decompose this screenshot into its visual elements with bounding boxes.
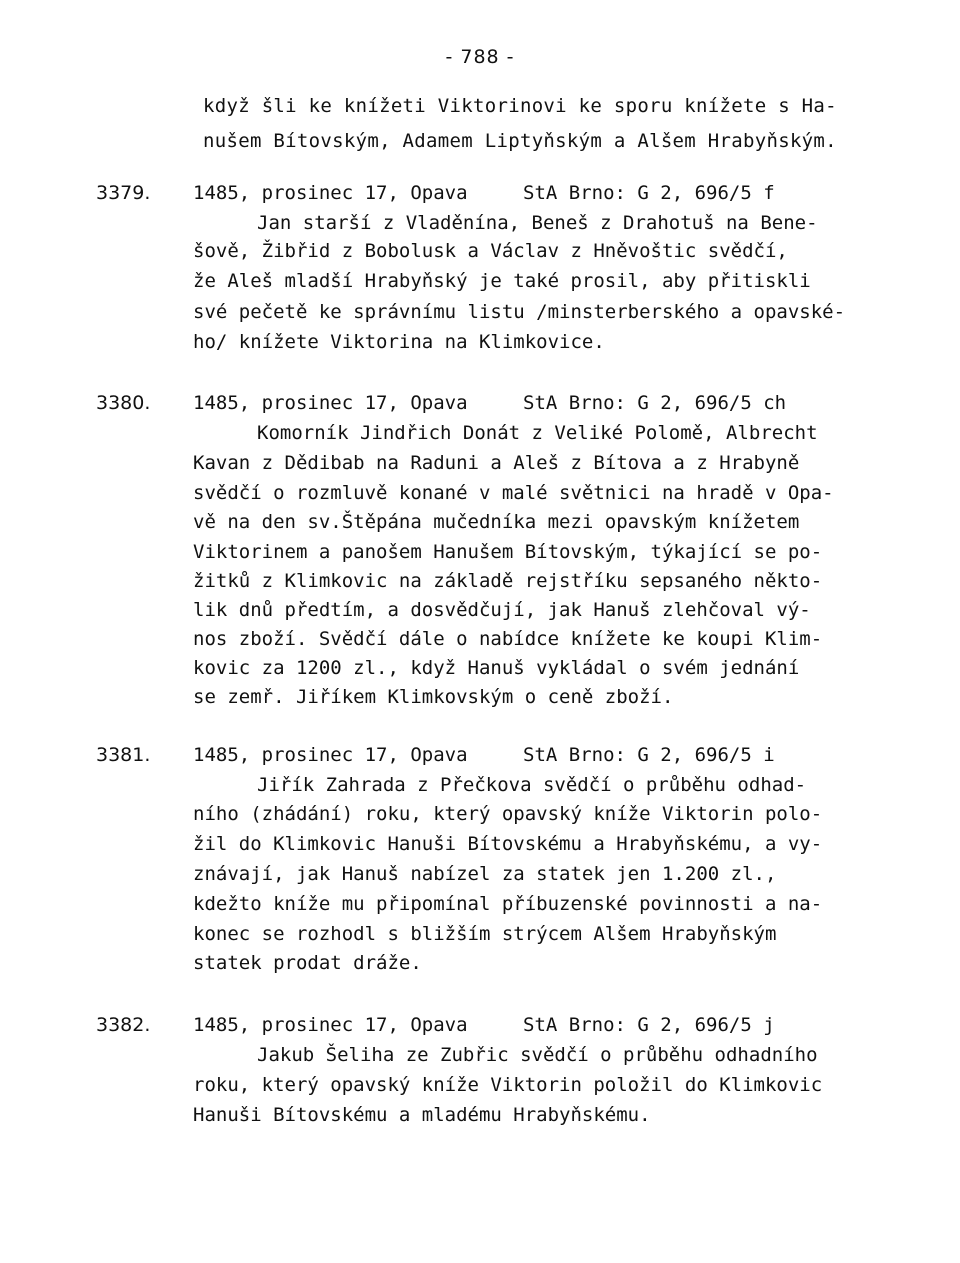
entry-number: 3382. bbox=[96, 1014, 151, 1036]
entry-line: Kavan z Dědibab na Raduni a Aleš z Bítova a z Hrabyně bbox=[193, 452, 800, 474]
entry-line: že Aleš mladší Hrabyňský je také prosil, aby přitiskli bbox=[193, 270, 811, 292]
entry-line: vě na den sv.Štěpána mučedníka mezi opavským knížetem bbox=[193, 511, 800, 533]
entry-line: žitků z Klimkovic na základě rejstříku sepsaného někto- bbox=[193, 570, 823, 592]
entry-header bbox=[193, 390, 786, 416]
entry-line: lik dnů předtím, a dosvědčují, jak Hanuš zlehčoval vý- bbox=[193, 599, 811, 621]
entry-line: kovic za 1200 zl., když Hanuš vykládal o svém jednání bbox=[193, 657, 800, 679]
entry-line: ního (zhádání) roku, který opavský kníže Viktorin polo- bbox=[193, 803, 823, 825]
entry-source: StA Brno: G 2, 696/5 f bbox=[523, 182, 775, 204]
intro-line: když šli ke knížeti Viktorinovi ke sporu knížete s Ha- bbox=[203, 95, 837, 117]
entry-number: 3380. bbox=[96, 392, 151, 414]
entry-header bbox=[193, 180, 775, 206]
entry-line: kdežto kníže mu připomínal příbuzenské povinnosti a na- bbox=[193, 893, 823, 915]
entry-number: 3381. bbox=[96, 744, 151, 766]
entry-date: 1485, prosinec 17, Opava bbox=[193, 392, 468, 414]
entry-header bbox=[193, 742, 775, 768]
entry-line: konec se rozhodl s bližším strýcem Alšem Hrabyňským bbox=[193, 923, 777, 945]
entry-line: roku, který opavský kníže Viktorin položil do Klimkovic bbox=[193, 1074, 823, 1096]
entry-line: Viktorinem a panošem Hanušem Bítovským, týkající se po- bbox=[193, 541, 823, 563]
entry-line: svědčí o rozmluvě konané v malé světnici na hradě v Opa- bbox=[193, 482, 834, 504]
intro-line: nušem Bítovským, Adamem Liptyňským a Alšem Hrabyňským. bbox=[203, 130, 837, 152]
entry-source: StA Brno: G 2, 696/5 i bbox=[523, 744, 775, 766]
entry-number: 3379. bbox=[96, 182, 151, 204]
entry-line: Komorník Jindřich Donát z Veliké Polomě, Albrecht bbox=[257, 422, 818, 444]
entry-source: StA Brno: G 2, 696/5 ch bbox=[523, 392, 787, 414]
page-number: - 788 - bbox=[445, 46, 515, 68]
entry-line: znávají, jak Hanuš nabízel za statek jen 1.200 zl., bbox=[193, 863, 777, 885]
entry-line: Jakub Šeliha ze Zubřic svědčí o průběhu odhadního bbox=[257, 1044, 818, 1066]
entry-line: nos zboží. Svědčí dále o nabídce knížete ke koupi Klim- bbox=[193, 628, 823, 650]
entry-date: 1485, prosinec 17, Opava bbox=[193, 1014, 468, 1036]
entry-source: StA Brno: G 2, 696/5 j bbox=[523, 1014, 775, 1036]
entry-line: statek prodat dráže. bbox=[193, 952, 422, 974]
entry-date: 1485, prosinec 17, Opava bbox=[193, 744, 468, 766]
entry-line: ho/ knížete Viktorina na Klimkovice. bbox=[193, 331, 605, 353]
entry-line: Jiřík Zahrada z Přečkova svědčí o průběhu odhad- bbox=[257, 774, 807, 796]
entry-line: se zemř. Jiříkem Klimkovským o ceně zboží. bbox=[193, 686, 674, 708]
entry-line: Hanuši Bítovskému a mladému Hrabyňskému. bbox=[193, 1104, 651, 1126]
entry-line: Jan starší z Vladěnína, Beneš z Drahotuš na Bene- bbox=[257, 212, 818, 234]
entry-line: své pečetě ke správnímu listu /minsterberského a opavské- bbox=[193, 301, 846, 323]
entry-date: 1485, prosinec 17, Opava bbox=[193, 182, 468, 204]
entry-line: žil do Klimkovic Hanuši Bítovskému a Hrabyňskému, a vy- bbox=[193, 833, 823, 855]
entry-header bbox=[193, 1012, 775, 1038]
entry-line: šově, Žibřid z Bobolusk a Václav z Hněvoštic svědčí, bbox=[193, 240, 788, 262]
